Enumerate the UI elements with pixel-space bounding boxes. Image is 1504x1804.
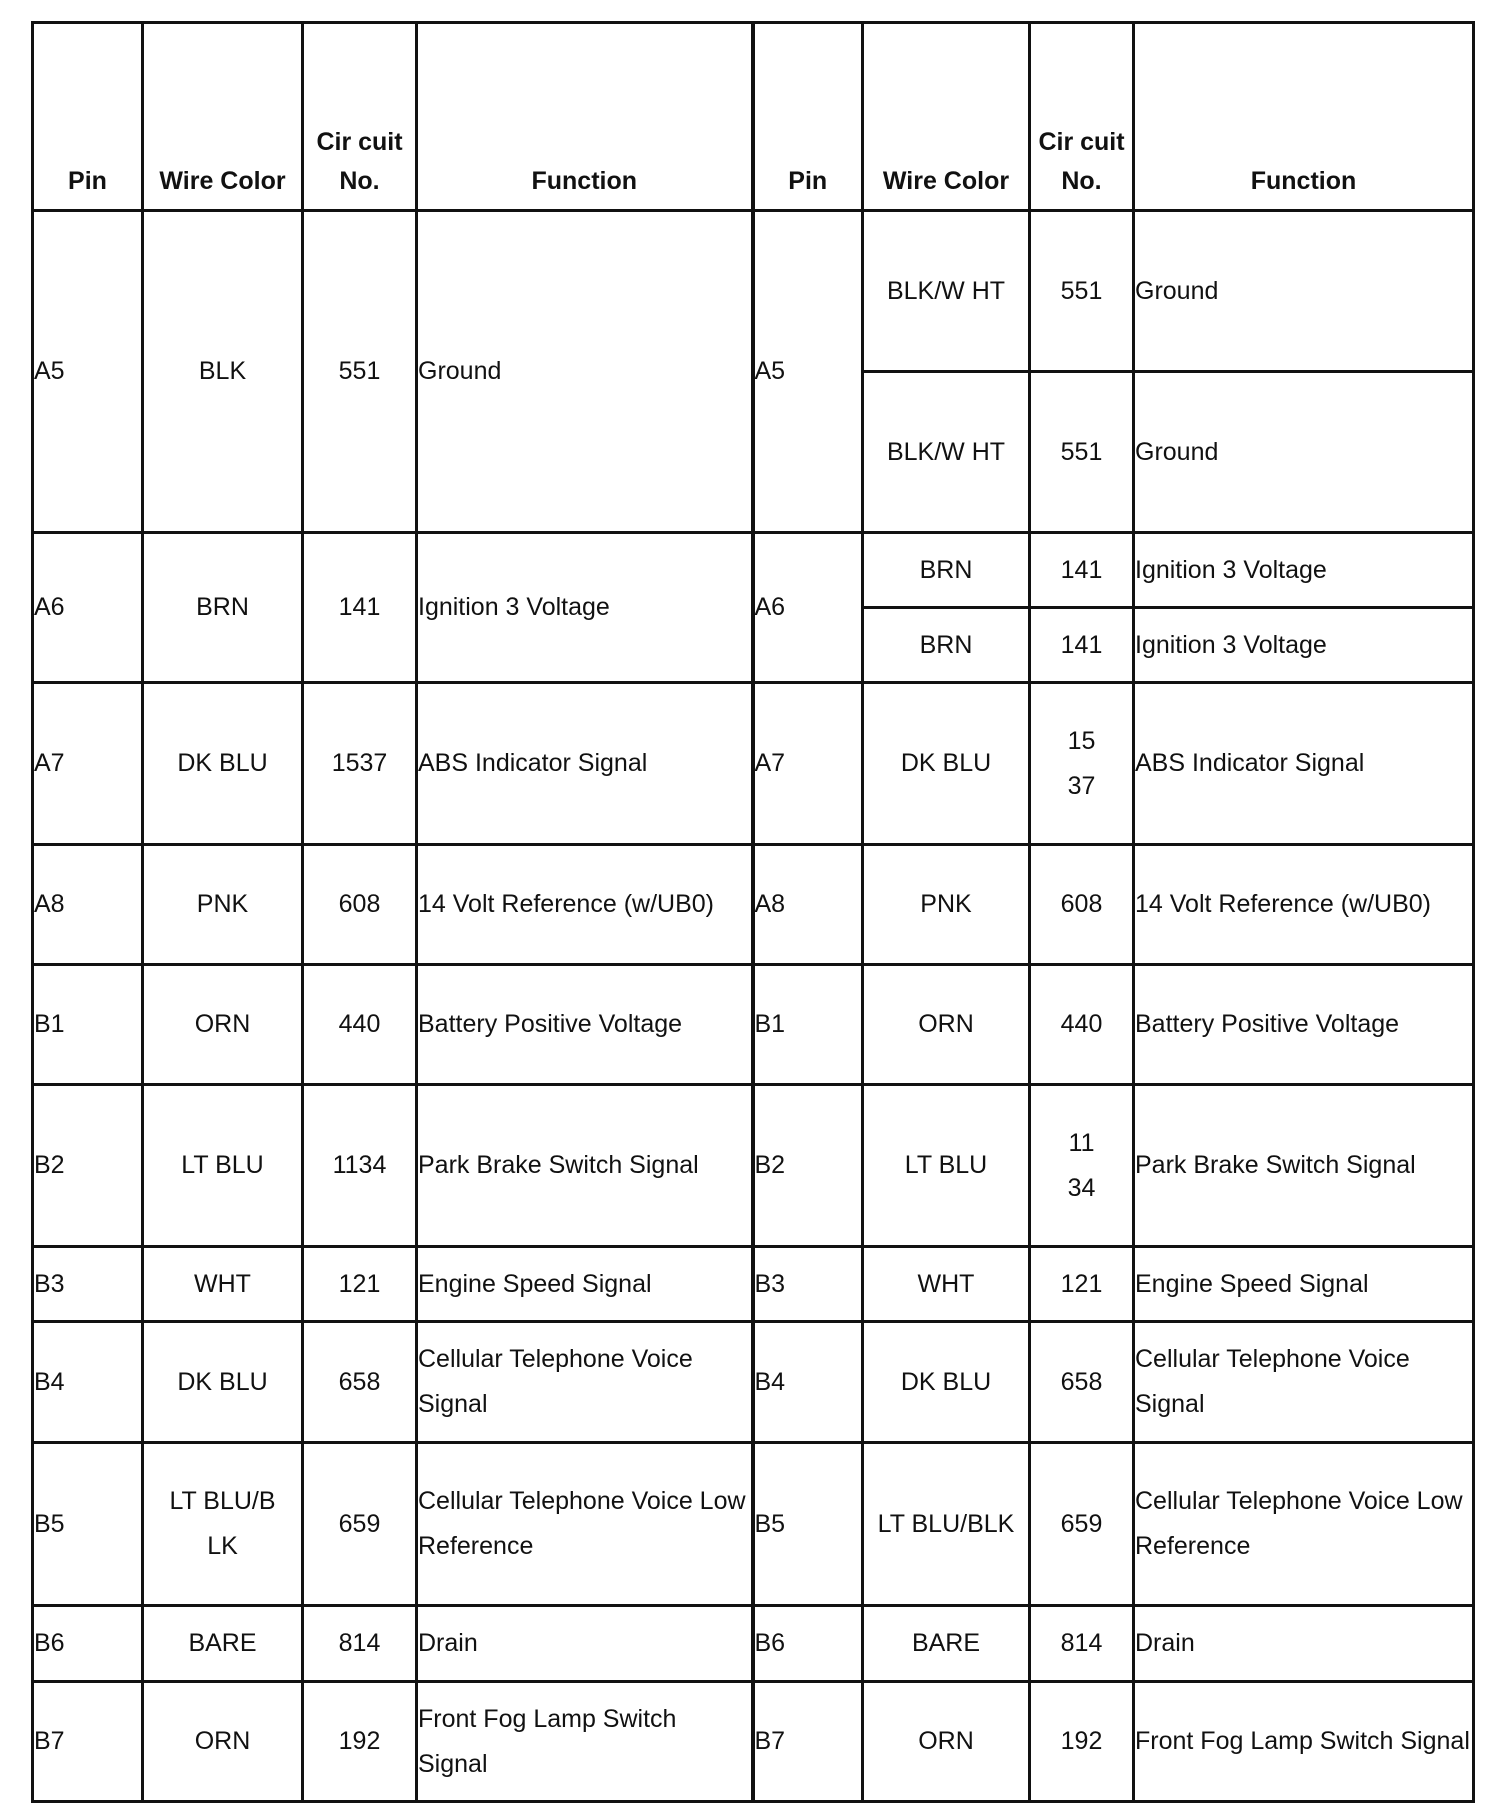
pin-cell: A8 [33, 845, 143, 965]
header-pin-right: Pin [753, 23, 863, 211]
function-cell: Battery Positive Voltage [417, 965, 753, 1085]
wire-color-cell: ORN [143, 1682, 303, 1802]
circuit-cell-right: 11 34 [1030, 1085, 1134, 1247]
wire-color-cell: ORN [143, 965, 303, 1085]
pin-cell-right: B3 [753, 1247, 863, 1322]
header-wire-color-right: Wire Color [863, 23, 1030, 211]
pin-cell: B5 [33, 1443, 143, 1606]
function-cell-right: Ground [1134, 372, 1474, 533]
function-cell-right: Cellular Telephone Voice Low Reference [1134, 1443, 1474, 1606]
pin-cell: B7 [33, 1682, 143, 1802]
circuit-cell-right: 121 [1030, 1247, 1134, 1322]
table-row [33, 1443, 1474, 1606]
function-cell-right: ABS Indicator Signal [1134, 683, 1474, 845]
circuit-cell: 1134 [303, 1085, 417, 1247]
wire-color-cell: WHT [143, 1247, 303, 1322]
function-cell: Cellular Telephone Voice Low Reference [417, 1443, 753, 1606]
circuit-cell-right: 440 [1030, 965, 1134, 1085]
wire-color-cell-right: LT BLU/BLK [863, 1443, 1030, 1606]
pin-cell: B6 [33, 1606, 143, 1682]
header-function-right: Function [1134, 23, 1474, 211]
function-cell-right: Front Fog Lamp Switch Signal [1134, 1682, 1474, 1802]
circuit-cell-right: 551 [1030, 372, 1134, 533]
wire-color-cell-right: DK BLU [863, 1322, 1030, 1443]
circuit-cell: 440 [303, 965, 417, 1085]
pin-cell-right: B5 [753, 1443, 863, 1606]
wire-color-cell-right: BLK/W HT [863, 372, 1030, 533]
circuit-cell-right: 192 [1030, 1682, 1134, 1802]
wire-color-cell-right: LT BLU [863, 1085, 1030, 1247]
function-cell-right: Ignition 3 Voltage [1134, 533, 1474, 608]
circuit-cell-right: 141 [1030, 608, 1134, 683]
pin-cell-right: B6 [753, 1606, 863, 1682]
wire-color-cell: DK BLU [143, 1322, 303, 1443]
table-row [33, 211, 1474, 372]
wire-color-cell-right: ORN [863, 1682, 1030, 1802]
circuit-cell-right: 814 [1030, 1606, 1134, 1682]
circuit-cell-right: 608 [1030, 845, 1134, 965]
pin-cell: A7 [33, 683, 143, 845]
pin-cell: B2 [33, 1085, 143, 1247]
pin-cell: B3 [33, 1247, 143, 1322]
function-cell: Drain [417, 1606, 753, 1682]
pin-cell-right: A7 [753, 683, 863, 845]
circuit-cell: 121 [303, 1247, 417, 1322]
function-cell-right: 14 Volt Reference (w/UB0) [1134, 845, 1474, 965]
wire-color-cell: BARE [143, 1606, 303, 1682]
wire-color-cell: PNK [143, 845, 303, 965]
pin-cell-right: A5 [753, 211, 863, 533]
wire-color-cell-right: BARE [863, 1606, 1030, 1682]
wire-color-cell-right: BLK/W HT [863, 211, 1030, 372]
table-row [33, 965, 1474, 1085]
function-cell: Front Fog Lamp Switch Signal [417, 1682, 753, 1802]
table-row [33, 845, 1474, 965]
header-wire-color: Wire Color [143, 23, 303, 211]
pin-cell: B4 [33, 1322, 143, 1443]
function-cell: Ignition 3 Voltage [417, 533, 753, 683]
wire-color-cell: DK BLU [143, 683, 303, 845]
circuit-cell: 608 [303, 845, 417, 965]
wire-color-cell-right: PNK [863, 845, 1030, 965]
circuit-cell-right: 141 [1030, 533, 1134, 608]
header-function: Function [417, 23, 753, 211]
wire-color-cell-right: ORN [863, 965, 1030, 1085]
table-row [33, 1606, 1474, 1682]
table-row [33, 533, 1474, 608]
circuit-cell-right: 659 [1030, 1443, 1134, 1606]
circuit-cell-right: 551 [1030, 211, 1134, 372]
pin-cell-right: B4 [753, 1322, 863, 1443]
wire-color-cell: BLK [143, 211, 303, 533]
circuit-cell: 814 [303, 1606, 417, 1682]
function-cell-right: Ground [1134, 211, 1474, 372]
circuit-cell-right: 15 37 [1030, 683, 1134, 845]
circuit-cell: 141 [303, 533, 417, 683]
circuit-cell: 192 [303, 1682, 417, 1802]
pin-cell: B1 [33, 965, 143, 1085]
function-cell-right: Ignition 3 Voltage [1134, 608, 1474, 683]
circuit-cell-right: 658 [1030, 1322, 1134, 1443]
function-cell: Ground [417, 211, 753, 533]
function-cell-right: Cellular Telephone Voice Signal [1134, 1322, 1474, 1443]
wire-color-cell-right: BRN [863, 533, 1030, 608]
function-cell: 14 Volt Reference (w/UB0) [417, 845, 753, 965]
table-row [33, 1247, 1474, 1322]
pin-cell: A6 [33, 533, 143, 683]
header-circuit-no: Cir cuit No. [303, 23, 417, 211]
header-pin: Pin [33, 23, 143, 211]
function-cell: ABS Indicator Signal [417, 683, 753, 845]
table-row [33, 1322, 1474, 1443]
pin-cell-right: A8 [753, 845, 863, 965]
header-row [33, 23, 1474, 211]
table-row [33, 1085, 1474, 1247]
function-cell-right: Battery Positive Voltage [1134, 965, 1474, 1085]
wire-color-cell-right: DK BLU [863, 683, 1030, 845]
wire-color-cell-right: WHT [863, 1247, 1030, 1322]
table-row [33, 683, 1474, 845]
circuit-cell: 1537 [303, 683, 417, 845]
circuit-cell: 659 [303, 1443, 417, 1606]
pin-cell-right: B2 [753, 1085, 863, 1247]
circuit-cell: 658 [303, 1322, 417, 1443]
wire-color-cell-right: BRN [863, 608, 1030, 683]
function-cell-right: Drain [1134, 1606, 1474, 1682]
wire-color-cell: LT BLU [143, 1085, 303, 1247]
function-cell-right: Park Brake Switch Signal [1134, 1085, 1474, 1247]
table-row [33, 1682, 1474, 1802]
pin-cell-right: B7 [753, 1682, 863, 1802]
wire-color-cell: LT BLU/B LK [143, 1443, 303, 1606]
function-cell: Cellular Telephone Voice Signal [417, 1322, 753, 1443]
header-circuit-no-right: Cir cuit No. [1030, 23, 1134, 211]
connector-pinout-table [31, 21, 1475, 1803]
wire-color-cell: BRN [143, 533, 303, 683]
pin-cell-right: B1 [753, 965, 863, 1085]
pin-cell: A5 [33, 211, 143, 533]
function-cell-right: Engine Speed Signal [1134, 1247, 1474, 1322]
circuit-cell: 551 [303, 211, 417, 533]
function-cell: Engine Speed Signal [417, 1247, 753, 1322]
function-cell: Park Brake Switch Signal [417, 1085, 753, 1247]
pin-cell-right: A6 [753, 533, 863, 683]
